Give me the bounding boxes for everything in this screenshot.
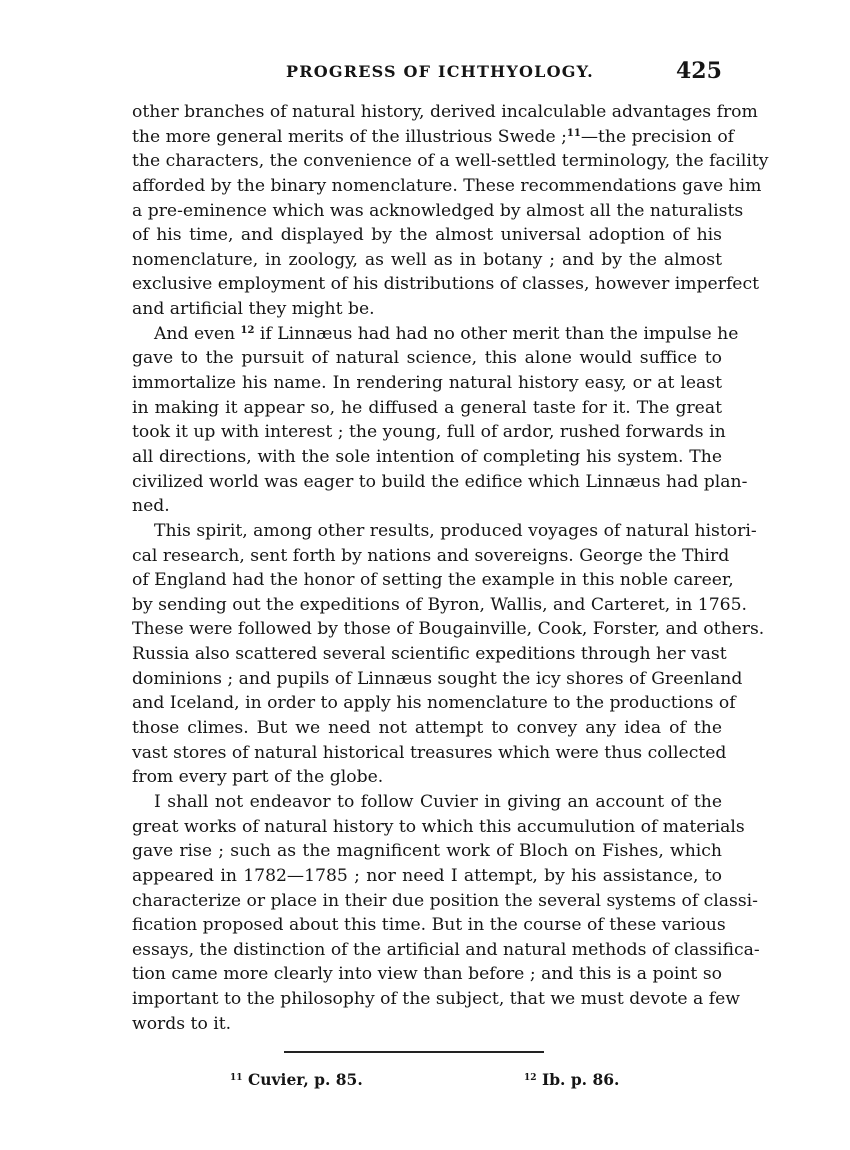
- footnote-number: 11: [230, 1073, 243, 1083]
- text-line: a pre-eminence which was acknowledged by almost all the naturalists: [132, 200, 744, 221]
- paragraph-3: [132, 519, 765, 790]
- text-line: nomenclature, in zoology, as well as in botany ; and by the almost: [132, 249, 722, 270]
- text-line: the characters, the convenience of a well-settled terminology, the facility: [132, 151, 769, 172]
- text-line: took it up with interest ; the young, full of ardor, rushed forwards in: [132, 422, 726, 443]
- text-line: civilized world was eager to build the edifice which Linnæus had plan-: [132, 471, 748, 492]
- text-segment: —the precision of: [580, 126, 735, 147]
- text-line: vast stores of natural historical treasures which were thus collected: [132, 742, 727, 763]
- footnote-ref-12: 12: [240, 324, 255, 336]
- text-line: of his time, and displayed by the almost universal adoption of his: [132, 225, 722, 246]
- text-line: from every part of the globe.: [132, 767, 384, 788]
- text-line: in making it appear so, he diffused a general taste for it. The great: [132, 397, 722, 418]
- text-line: I shall not endeavor to follow Cuvier in giving an account of the: [154, 791, 722, 812]
- text-line: characterize or place in their due position the several systems of classi-: [132, 890, 758, 911]
- text-line: These were followed by those of Bougainville, Cook, Forster, and others.: [132, 619, 765, 640]
- text-line: afforded by the binary nomenclature. These recommendations gave him: [132, 175, 762, 196]
- text-line: ned.: [132, 496, 170, 517]
- paragraph-4: [132, 790, 760, 1036]
- text-line: This spirit, among other results, produced voyages of natural histori-: [154, 520, 757, 541]
- footnote-12: [524, 1070, 619, 1089]
- body-text: [132, 100, 769, 1036]
- footnote-ref-11: 11: [566, 127, 581, 139]
- text-line: dominions ; and pupils of Linnæus sought the icy shores of Greenland: [132, 668, 743, 689]
- text-line: all directions, with the sole intention of completing his system. The: [132, 446, 722, 467]
- text-line: gave rise ; such as the magnificent work of Bloch on Fishes, which: [132, 841, 722, 862]
- text-line: those climes. But we need not attempt to convey any idea of the: [132, 718, 722, 739]
- paragraph-1: [132, 100, 769, 322]
- text-line: fication proposed about this time. But in the course of these various: [132, 915, 726, 936]
- footnote-text: Ib. p. 86.: [541, 1070, 620, 1089]
- text-line: great works of natural history to which this accumulution of materials: [132, 816, 745, 837]
- footnote-11: [230, 1070, 363, 1089]
- text-segment: And even: [154, 323, 241, 344]
- text-line: immortalize his name. In rendering natural history easy, or at least: [132, 373, 722, 394]
- text-line: cal research, sent forth by nations and sovereigns. George the Third: [132, 545, 730, 566]
- footnote-number: 12: [524, 1073, 537, 1083]
- text-line: exclusive employment of his distributions of classes, however imperfect: [132, 274, 760, 295]
- text-line: of England had the honor of setting the example in this noble career,: [132, 570, 734, 591]
- text-line: essays, the distinction of the artificial and natural methods of classifica-: [132, 939, 760, 960]
- paragraph-2: [132, 322, 748, 519]
- text-line: [132, 125, 735, 150]
- text-line: [132, 322, 739, 347]
- footnote-text: Cuvier, p. 85.: [247, 1070, 363, 1089]
- text-line: tion came more clearly into view than before ; and this is a point so: [132, 964, 722, 985]
- text-line: Russia also scattered several scientific expeditions through her vast: [132, 644, 727, 665]
- text-line: words to it.: [132, 1013, 232, 1034]
- running-head: PROGRESS OF ICHTHYOLOGY.: [286, 62, 594, 81]
- footnote-divider: [284, 1051, 544, 1053]
- text-line: other branches of natural history, derived incalculable advantages from: [132, 102, 758, 122]
- text-line: and artificial they might be.: [132, 299, 375, 320]
- text-line: and Iceland, in order to apply his nomenclature to the productions of: [132, 693, 736, 714]
- page-number: 425: [676, 58, 722, 84]
- text-segment: the more general merits of the illustrious Swede ;: [132, 126, 567, 147]
- text-line: by sending out the expeditions of Byron, Wallis, and Carteret, in 1765.: [132, 594, 747, 615]
- text-line: important to the philosophy of the subject, that we must devote a few: [132, 989, 740, 1010]
- text-line: gave to the pursuit of natural science, this alone would suffice to: [132, 348, 722, 369]
- text-line: appeared in 1782—1785 ; nor need I attempt, by his assistance, to: [132, 865, 722, 886]
- text-segment: if Linnæus had had no other merit than the impulse he: [254, 323, 739, 344]
